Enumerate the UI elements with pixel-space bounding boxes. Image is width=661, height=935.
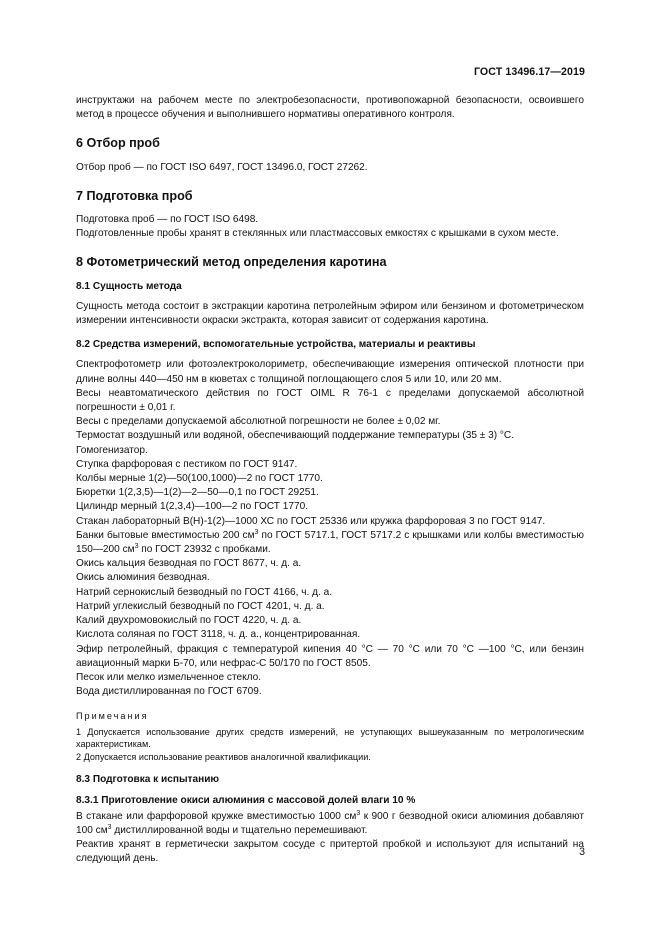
cubic-superscript: 3 <box>134 543 139 551</box>
section-8-2-heading: 8.2 Средства измерений, вспомогательные устройства, материалы и реактивы <box>76 339 476 351</box>
cubic-superscript: 3 <box>107 823 112 831</box>
document-body <box>76 94 584 867</box>
list-item-jars <box>76 529 584 557</box>
cubic-superscript: 3 <box>254 528 259 536</box>
section-8-1-text: Сущность метода состоит в экстракции каротина петролейным эфиром или бензином и фотометрическом измерении интенсивности окраски экстракта, которая зависит от содержания каротина. <box>76 300 584 327</box>
list-item: Бюретки 1(2,3,5)—1(2)—2—50—0,1 по ГОСТ 29251. <box>76 487 319 499</box>
section-8-1-heading: 8.1 Сущность метода <box>76 280 182 292</box>
list-item: Колбы мерные 1(2)—50(100,1000)—2 по ГОСТ 1770. <box>76 473 323 485</box>
list-item: Кислота соляная по ГОСТ 3118, ч. д. а., концентрированная. <box>76 629 361 641</box>
section-7-heading: 7 Подготовка проб <box>76 188 193 203</box>
list-item: Термостат воздушный или водяной, обеспечивающий поддержание температуры (35 ± 3) °С. <box>76 430 515 442</box>
list-item: Гомогенизатор. <box>76 444 148 456</box>
cubic-superscript: 3 <box>356 809 361 817</box>
list-item: Стакан лабораторный В(Н)-1(2)—1000 ХС по ГОСТ 25336 или кружка фарфоровая 3 по ГОСТ 9147. <box>76 515 546 527</box>
section-8-3-heading: 8.3 Подготовка к испытанию <box>76 774 220 786</box>
section-8-3-1-p2: Реактив хранят в герметически закрытом сосуде с притертой пробкой и используют для испытаний на следующий день. <box>76 839 584 865</box>
section-8-3-1-text-c: дистиллированной воды и тщательно перемешивают. <box>111 824 368 836</box>
section-6-text: Отбор проб — по ГОСТ ISO 6497, ГОСТ 13496.0, ГОСТ 27262. <box>76 161 368 173</box>
list-item: Натрий углекислый безводный по ГОСТ 4201, ч. д. а. <box>76 600 325 612</box>
list-item: Весы неавтоматического действия по ГОСТ OIML R 76-1 с пределами допускаемой абсолютной погрешности ± 0,01 г. <box>76 387 584 414</box>
list-item: Окись кальция безводная по ГОСТ 8677, ч. д. а. <box>76 558 302 570</box>
section-8-3-1-heading: 8.3.1 Приготовление окиси алюминия с массовой долей влаги 10 % <box>76 794 416 806</box>
list-item: Цилиндр мерный 1(2,3,4)—100—2 по ГОСТ 1770. <box>76 501 309 513</box>
jars-text-c: по ГОСТ 23932 с пробками. <box>138 544 271 556</box>
section-8-3-1-text-b: к 900 г безводной окиси алюминия добавляют 100 см <box>76 810 584 836</box>
list-item: Ступка фарфоровая с пестиком по ГОСТ 9147. <box>76 458 298 470</box>
list-item: Весы с пределами допускаемой абсолютной погрешности не более ± 0,02 мг. <box>76 416 441 428</box>
section-8-3-1-p1 <box>76 810 584 838</box>
jars-text-a: Банки бытовые вместимостью 200 см <box>76 529 255 541</box>
note-1: 1 Допускается использование других средств измерений, не уступающих вышеуказанным по метрологическим характеристикам. <box>76 726 584 750</box>
page-number: 3 <box>579 846 585 858</box>
section-6-heading: 6 Отбор проб <box>76 136 160 151</box>
intro-paragraph: инструктажи на рабочем месте по электробезопасности, противопожарной безопасности, освоившего метод в процессе обучения и выполнившего нормативы оперативного контроля. <box>76 95 584 121</box>
list-item: Вода дистиллированная по ГОСТ 6709. <box>76 686 262 698</box>
list-item: Окись алюминия безводная. <box>76 572 210 584</box>
note-2: 2 Допускается использование реактивов аналогичной квалификации. <box>76 751 371 762</box>
list-item: Эфир петролейный, фракция с температурой кипения 40 °С — 70 °С или 70 °С —100 °С, или бензин авиационный марки Б-70, или нефрас-С 50/170 по ГОСТ 8505. <box>76 643 584 669</box>
notes-heading: Примечания <box>76 711 149 722</box>
list-item: Спектрофотометр или фотоэлектроколориметр, обеспечивающие измерения оптической плотности при длине волны 440—450 нм в кюветах с толщиной поглощающего слоя 5 или 10, или 20 мм. <box>76 359 584 385</box>
list-item: Песок или мелко измельченное стекло. <box>76 671 262 683</box>
jars-text-b: по ГОСТ 5717.1, ГОСТ 5717.2 с крышками или колбы вместимостью 150—200 см <box>76 529 584 556</box>
equipment-list <box>76 358 584 699</box>
section-8-3-1-text-a: В стакане или фарфоровой кружке вместимостью 1000 см <box>76 810 357 822</box>
section-7-p2: Подготовленные пробы хранят в стеклянных или пластмассовых емкостях с крышками в сухом месте. <box>76 228 559 240</box>
section-7-p1: Подготовка проб — по ГОСТ ISO 6498. <box>76 214 259 226</box>
standard-header: ГОСТ 13496.17—2019 <box>473 66 585 78</box>
list-item: Калий двухромовокислый по ГОСТ 4220, ч. д. а. <box>76 615 302 627</box>
list-item: Натрий сернокислый безводный по ГОСТ 4166, ч. д. а. <box>76 586 333 598</box>
section-8-heading: 8 Фотометрический метод определения каротина <box>76 255 387 270</box>
